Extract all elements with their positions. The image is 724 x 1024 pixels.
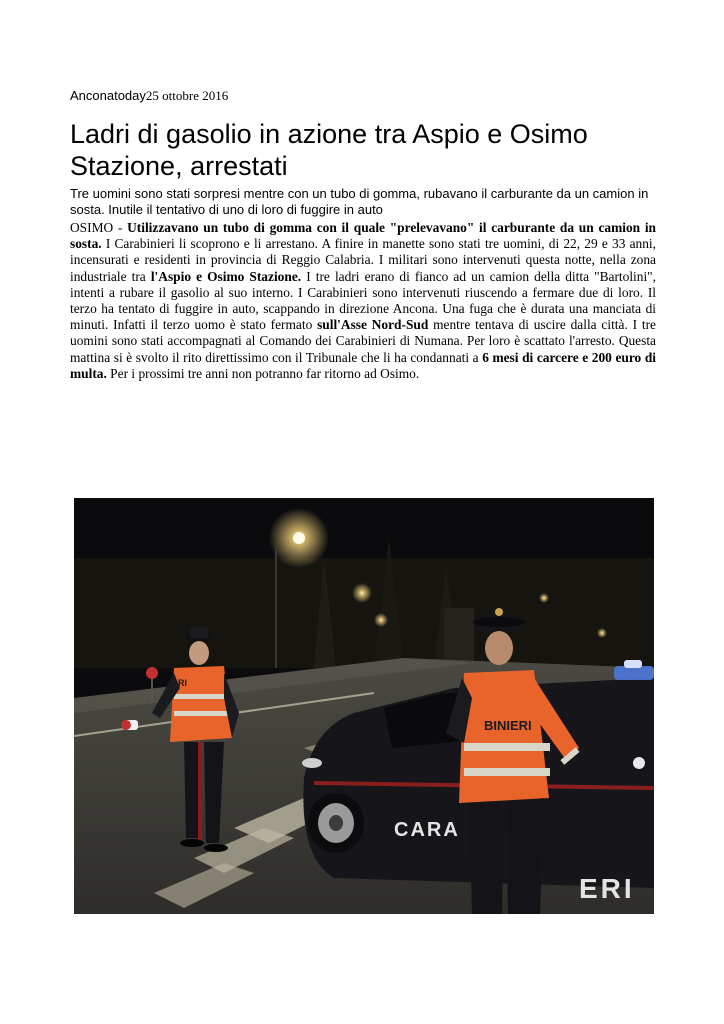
article-headline: Ladri di gasolio in azione tra Aspio e Osimo Stazione, arrestati <box>70 119 588 181</box>
article-text-4: Per i prossimi tre anni non potranno far ritorno ad Osimo. <box>106 365 420 381</box>
article-sentence-bold: 6 mesi di carcere e 200 euro di multa. <box>70 349 656 381</box>
siren-light-icon <box>614 666 654 680</box>
road-sign-icon <box>146 667 158 679</box>
officer-left-vest-text: RI <box>178 678 187 688</box>
car-door-lettering: CARA <box>394 819 460 841</box>
article-subheadline: Tre uomini sono stati sorpresi mentre con un tubo di gomma, rubavano il carburante da un camion in sosta. Inutile il tentativo di uno di loro di fuggire in auto <box>70 186 649 217</box>
cap-badge-icon <box>495 608 503 616</box>
car-rear-lettering: ERI <box>579 873 635 904</box>
article-text-1: I Carabinieri li scoprono e li arrestano. A finire in manette sono stati tre uomini, di 22, 29 e 33 anni, incensurati e residenti in provincia di Reggio Calabria. I militari sono intervenuti questa notte, nella zona industriale tra <box>70 236 656 284</box>
article-location-bold: l'Aspio e Osimo Stazione. <box>150 268 302 284</box>
source-name: Anconatoday <box>70 88 146 103</box>
article-dateline: OSIMO - <box>70 220 128 235</box>
article-body <box>70 220 656 382</box>
article-text-2: I tre ladri erano di fianco ad un camion della ditta "Bartolini", intenti a rubare il gasolio al suo interno. I Carabinieri sono intervenuti riuscendo a fermare due di loro. Il terzo ha tentato di fuggire in auto, scappando in direzione Ancona. Una fuga che è durata una manciata di minuti. Infatti il terzo uomo è stato fermato <box>70 268 656 333</box>
signal-paddle-icon <box>121 720 131 730</box>
article-lead-bold: Utilizzavano un tubo di gomma con il quale "prelevavano" il carburante da un camion in sosta. <box>70 220 657 252</box>
publication-date: 25 ottobre 2016 <box>145 88 229 103</box>
source-line <box>70 88 228 104</box>
article-road-bold: sull'Asse Nord-Sud <box>317 317 429 333</box>
carabinieri-night-photo <box>74 498 654 914</box>
officer-vest-text: BINIERI <box>484 718 532 733</box>
article-photo <box>74 498 654 914</box>
article-text-3: mentre tentava di uscire dalla città. I tre uomini sono stati accompagnati al Comando dei Carabinieri di Numana. Per loro è scattato l'arresto. Questa mattina si è svolto il rito direttissimo con il Tribunale che li ha condannati a <box>70 317 657 365</box>
